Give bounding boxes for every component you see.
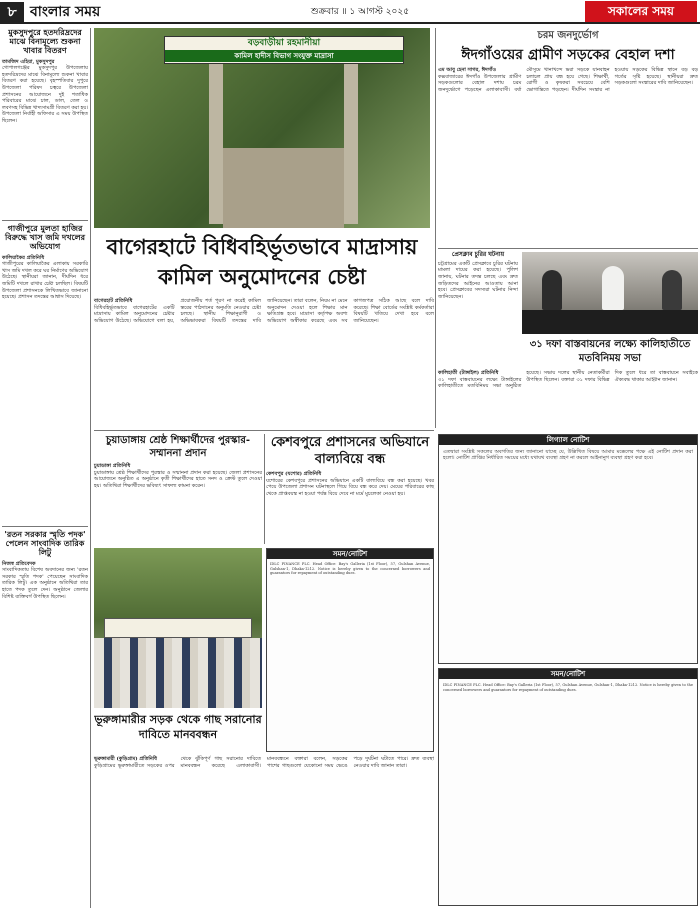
brand-logo: সকালের সময় — [585, 1, 697, 22]
body-text: ৩১ দফা বাস্তবায়নের লক্ষ্যে টাঙ্গাইলের কালিহাতীতে মতবিনিময় সভা অনুষ্ঠিত হয়েছে। সভায় দলের স্থানীয় নেতাকর্মীরা উপস্থিত ছিলেন। বক্তারা ৩১ দফার বিভিন্ন দিক তুলে ধরে তা বাস্তবায়নে সবাইকে ঐক্যবদ্ধ থাকার আহ্বান জানান। — [438, 370, 700, 390]
dateline: এম আবু হেনা সাগর, ঈদগাঁও — [438, 67, 497, 74]
kicker: প্রেসক্লাব চুরির ঘটনায় — [451, 251, 505, 258]
kicker: চরম জনদুর্ভোগ — [537, 30, 599, 41]
body-text: গোপালগঞ্জের মুকসুদপুর উপজেলায় হতদরিদ্রদের মাঝে বিনামূল্যে শুকনা খাবার বিতরণ করা হয়েছে। বৃহস্পতিবার দুপুরে উপজেলা পরিষদ চত্বরে উপজেলা প্রশাসনের আয়োজনে দুই শতাধিক পরিবারের মাঝে চাল, ডাল, তেল ও লবণসহ বিভিন্ন খাদ্যসামগ্রী বিতরণ করা হয়। উপজেলা নির্বাহী অফিসার এ সময় উপস্থিত ছিলেন। — [2, 65, 90, 124]
divider — [2, 220, 88, 221]
headline: কেশবপুরে প্রশাসনের অভিযানে বাল্যবিয়ে বন্ধ — [270, 435, 430, 467]
notice-title: লিগ্যাল নোটিশ — [439, 435, 697, 445]
madrasa-photo — [94, 28, 430, 228]
body — [2, 59, 88, 125]
sign-line-2: কামিল হাদীস বিভাগ সংযুক্ত মাদ্রাসা — [165, 50, 403, 62]
body — [438, 67, 698, 237]
legal-notice — [438, 434, 698, 664]
gate-pillar-left — [209, 64, 223, 224]
speaker-figure — [602, 266, 624, 310]
auction-notice — [266, 548, 434, 752]
bank-notice — [438, 668, 698, 906]
speaker-figure — [542, 270, 562, 310]
story-keshabpur — [266, 434, 434, 544]
rally-photo — [522, 252, 698, 334]
dateline: কালিয়াকৈর প্রতিনিধি — [2, 254, 45, 261]
body-text: গাজীপুরের কালিয়াকৈর এলাকায় সরকারি খাস জমি দখল করে ঘর নির্মাণের অভিযোগ উঠেছে। স্থানীয়রা জানান, দীর্ঘদিন ধরে জমিটি দখলে রাখার চেষ্টা চলছিল। বিষয়টি উপজেলা প্রশাসনকে লিখিতভাবে জানানো হয়েছে। প্রশাসন তদন্তের আশ্বাস দিয়েছে। — [2, 261, 90, 301]
body-text: বিধিবহির্ভূতভাবে বাগেরহাটের একটি মাদ্রাসায় কামিল অনুমোদনের চেষ্টার অভিযোগ উঠেছে। অভিযোগে বলা হয়, প্রয়োজনীয় শর্ত পূরণ না করেই কামিল স্তরের পাঠদানের অনুমতি নেওয়ার চেষ্টা চলছে। স্থানীয় শিক্ষানুরাগী ও অভিভাবকরা বিষয়টি তদন্তের দাবি জানিয়েছেন। তারা বলেন, নিয়ম না মেনে অনুমোদন দেওয়া হলে শিক্ষার মান ক্ষতিগ্রস্ত হবে। মাদ্রাসা কর্তৃপক্ষ অবশ্য অভিযোগ অস্বীকার করেছে এবং সব কাগজপত্র সঠিক আছে বলে দাবি করেছে। শিক্ষা বোর্ডের সংশ্লিষ্ট কর্মকর্তারা বিষয়টি খতিয়ে দেখা হবে বলে জানিয়েছেন। — [94, 298, 434, 324]
rally-body — [438, 370, 698, 430]
bhurungamari-headline: ভূরুঙ্গামারীর সড়ক থেকে গাছ সরানোর দাবিতে মানববন্ধন — [94, 713, 262, 741]
headline: ঈদগাঁওয়ের গ্রামীণ সড়কের বেহাল দশা — [461, 47, 675, 63]
banner — [104, 618, 252, 638]
notice-body: এতদ্বারা সংশ্লিষ্ট সকলের অবগতির জন্য জানানো যাচ্ছে যে, উল্লিখিত বিষয়ে আমার মক্কেলের পক্ষে এই নোটিশ প্রদান করা হলো। নোটিশ প্রাপ্তির নির্ধারিত সময়ের মধ্যে যথাযথ ব্যবস্থা গ্রহণ না করলে আইনানুগ ব্যবস্থা গ্রহণ করা হবে। — [443, 449, 695, 462]
body-text: যশোরের কেশবপুরে প্রশাসনের অভিযানে একটি বাল্যবিয়ে বন্ধ করা হয়েছে। খবর পেয়ে উপজেলা প্রশাসন ঘটনাস্থলে গিয়ে বিয়ে বন্ধ করে দেয়। মেয়ের পরিবারের কাছ থেকে প্রাপ্তবয়স্ক না হওয়া পর্যন্ত বিয়ে দেবে না মর্মে মুচলেকা নেওয়া হয়। — [266, 477, 436, 497]
page-number: ৮ — [0, 2, 24, 22]
body — [2, 255, 88, 301]
divider — [94, 430, 434, 431]
crowd — [94, 638, 262, 708]
headline: গাজীপুরে মুলতা হাজির বিরুদ্ধে খাস জমি দখলের অভিযোগ — [4, 224, 86, 252]
section-name: বাংলার সময় — [30, 4, 101, 20]
dateline: ভূরুঙ্গামারী (কুড়িগ্রাম) প্রতিনিধি — [94, 756, 157, 762]
road — [223, 148, 344, 228]
notice-title: সমন/নোটিশ — [267, 549, 433, 559]
story-eidgaon — [438, 28, 698, 246]
head-table — [522, 310, 698, 334]
body — [94, 463, 262, 489]
human-chain-photo — [94, 548, 262, 708]
gate-pillar-right — [344, 64, 358, 224]
dateline: কেশবপুর (যশোর) প্রতিনিধি — [266, 471, 322, 477]
body-text: চট্টগ্রামের একটি প্রেসক্লাবে চুরির ঘটনায় মামলা দায়ের করা হয়েছে। পুলিশ জানায়, ঘটনার তদন্ত চলছে এবং দ্রুত জড়িতদের আইনের আওতায় আনা হবে। প্রেসক্লাবের সদস্যরা ঘটনার নিন্দা জানিয়েছেন। — [438, 260, 520, 300]
dateline: চুয়াডাঙ্গা প্রতিনিধি — [94, 463, 131, 469]
main-headline: বাগেরহাটে বিধিবহির্ভূতভাবে মাদ্রাসায় কামিল অনুমোদনের চেষ্টা — [106, 235, 418, 289]
column-rule — [90, 28, 91, 908]
headline: চুয়াডাঙ্গায় শ্রেষ্ঠ শিক্ষার্থীদের পুরস্কার-সম্মাননা প্রদান — [105, 435, 251, 459]
body-text: সাংবাদিকতায় বিশেষ অবদানের জন্য 'রতন সরকার স্মৃতি পদক' পেয়েছেন সাংবাদিক তারিক লিটু। এক অনুষ্ঠানে অতিথিরা তার হাতে পদক তুলে দেন। অনুষ্ঠানে জেলার বিশিষ্ট ব্যক্তিবর্গ উপস্থিত ছিলেন। — [2, 567, 90, 600]
issue-date: শুক্রবার ॥ ১ আগস্ট ২০২৫ — [310, 7, 410, 17]
notice-body: IDLC FINANCE PLC. Head Office: Bay's Galleria (1st Floor), 57, Gulshan Avenue, Gulshan-1, Dhaka-1212. Notice is hereby given to the concerned borrowers and guarantors for repayment of outstanding dues. — [443, 683, 695, 692]
story-award — [2, 530, 88, 906]
dateline: নিজস্ব প্রতিবেদক — [2, 560, 36, 567]
column-rule — [435, 28, 436, 428]
gate-sign — [164, 36, 404, 64]
main-story-body — [94, 298, 434, 426]
notice-body: IDLC FINANCE PLC. Head Office: Bay's Galleria (1st Floor), 57, Gulshan Avenue, Gulshan-1, Dhaka-1212. Notice is hereby given to the concerned borrowers and guarantors for repayment of outstanding dues. — [270, 562, 432, 576]
body-text: কক্সবাজারের ঈদগাঁও উপজেলার গ্রামীণ সড়কগুলোর বেহাল দশায় চরম জনদুর্ভোগে পড়েছেন এলাকাবাসী। বর্ষা মৌসুমে খানাখন্দে ভরা সড়কে যানবাহন চলাচল প্রায় বন্ধ হয়ে গেছে। শিক্ষার্থী, রোগী ও কৃষকরা সবচেয়ে বেশি ভোগান্তিতে পড়ছেন। দীর্ঘদিন সংস্কার না হওয়ায় সড়কের বিভিন্ন স্থানে বড় বড় গর্তের সৃষ্টি হয়েছে। স্থানীয়রা দ্রুত সড়কগুলো সংস্কারের দাবি জানিয়েছেন। — [438, 67, 700, 93]
rally-headline: ৩১ দফা বাস্তবায়নের লক্ষ্যে কালিহাতীতে মতবিনিময় সভা — [529, 339, 691, 364]
masthead — [0, 0, 700, 24]
bhurungamari-body — [94, 756, 434, 906]
divider — [2, 526, 88, 527]
story-gazipur — [2, 224, 88, 524]
dateline: বাগেরহাট প্রতিনিধি — [94, 298, 133, 304]
notice-title: সমন/নোটিশ — [439, 669, 697, 679]
speaker-figure — [662, 270, 682, 310]
body-text: চুয়াডাঙ্গায় শ্রেষ্ঠ শিক্ষার্থীদের পুরস্কার ও সম্মাননা প্রদান করা হয়েছে। জেলা প্রশাসনের আয়োজনে অনুষ্ঠিত এ অনুষ্ঠানে কৃতী শিক্ষার্থীদের হাতে সনদ ও ক্রেস্ট তুলে দেওয়া হয়। অতিথিরা শিক্ষার্থীদের ভবিষ্যৎ সাফল্য কামনা করেন। — [94, 469, 264, 489]
body — [266, 471, 434, 497]
story-muksudpur — [2, 28, 88, 218]
sign-line-1: বড়বাড়ীয়া রহমানীয়া — [247, 38, 321, 48]
divider — [438, 248, 698, 249]
column-rule — [264, 434, 265, 544]
headline: মুকসুদপুরে হতদরিদ্রদের মাঝে বিনামূল্যে শুকনা খাবার বিতরণ — [8, 28, 82, 56]
dateline: কালিহাতী (টাঙ্গাইল) প্রতিনিধি — [438, 370, 499, 376]
headline: 'রতন সরকার স্মৃতি পদক' পেলেন সাংবাদিক তারিক লিটু — [4, 530, 86, 558]
body — [2, 561, 88, 601]
dateline: তামজিদ এহিয়া, মুকসুদপুর — [2, 58, 55, 65]
story-chuadanga — [94, 434, 262, 544]
body-text: কুড়িগ্রামের ভূরুঙ্গামারীতে সড়কের ওপর থেকে ঝুঁকিপূর্ণ গাছ সরানোর দাবিতে মানববন্ধন করেছে এলাকাবাসী। মানববন্ধনে বক্তারা বলেন, সড়কের পাশের গাছগুলো যেকোনো সময় ভেঙে পড়ে দুর্ঘটনা ঘটাতে পারে। দ্রুত ব্যবস্থা নেওয়ার দাবি জানান তারা। — [94, 756, 436, 769]
